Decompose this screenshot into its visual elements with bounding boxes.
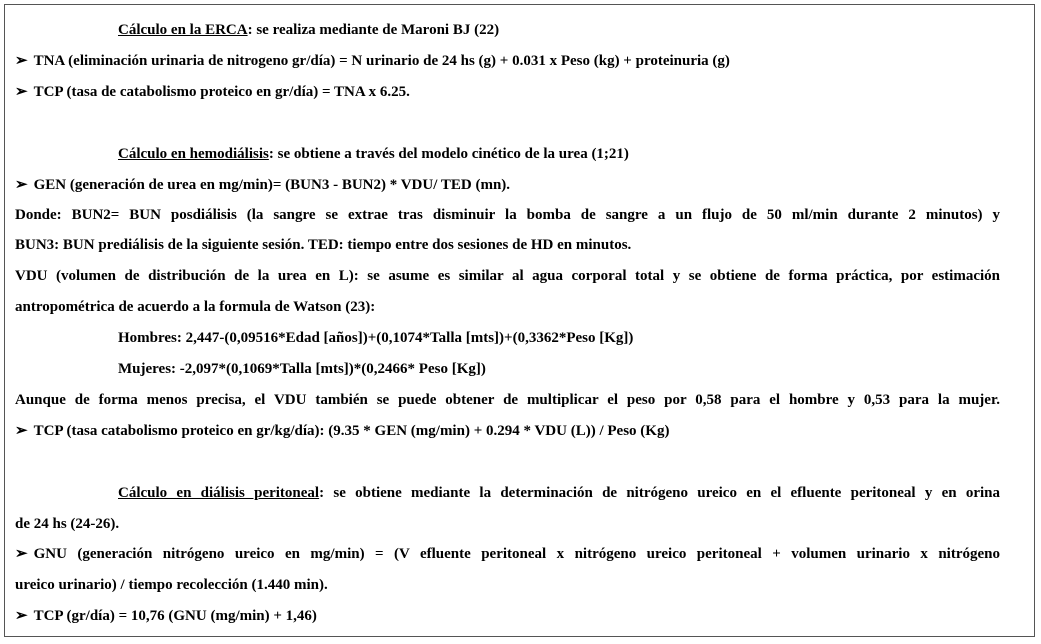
bullet-arrow-icon: ➢ (15, 177, 28, 193)
hd-vdu-line-1: VDU (volumen de distribución de la urea en L): se asume es similar al agua corporal total y se obtiene de forma práctica, por estimación (15, 268, 1000, 284)
erca-tna-item (15, 52, 730, 70)
hd-vdu-line-2: antropométrica de acuerdo a la formula de Watson (23): (15, 299, 376, 315)
hd-heading (118, 145, 629, 163)
hd-aunque-text: Aunque de forma menos precisa, el VDU también se puede obtener de multiplicar el peso por 0,58 para el hombre y 0,53 para la mujer. (15, 392, 1000, 408)
hd-tcp-text: TCP (tasa catabolismo proteico en gr/kg/día): (9.35 * GEN (mg/min) + 0.294 * VDU (L)) / Peso (Kg) (33, 423, 670, 439)
dp-gnu-item (15, 545, 1000, 563)
hd-heading-rest: : se obtiene a través del modelo cinético de la urea (1;21) (268, 146, 629, 162)
erca-tcp-item (15, 83, 410, 101)
dp-heading-rest: : se obtiene mediante la determinación de nitrógeno ureico en el efluente peritoneal y en orina (319, 485, 1001, 501)
dp-gnu-text-1: GNU (generación nitrógeno ureico en mg/min) = (V efluente peritoneal x nitrógeno ureico peritoneal + volumen urinario x nitrógeno (33, 546, 1000, 562)
erca-tcp-text: TCP (tasa de catabolismo proteico en gr/día) = TNA x 6.25. (33, 84, 410, 100)
dp-tcp-text: TCP (gr/día) = 10,76 (GNU (mg/min) + 1,46) (33, 608, 317, 624)
erca-heading (118, 21, 499, 39)
hd-gen-text: GEN (generación de urea en mg/min)= (BUN3 - BUN2) * VDU/ TED (mn). (33, 177, 511, 193)
dp-heading-title: Cálculo en diálisis peritoneal (118, 485, 320, 501)
erca-tna-text: TNA (eliminación urinaria de nitrogeno gr/día) = N urinario de 24 hs (g) + 0.031 x Peso (kg) + proteinuria (g) (33, 53, 730, 69)
hd-tcp-item (15, 422, 669, 440)
dp-heading-continuation: de 24 hs (24-26). (15, 516, 120, 532)
hd-donde-line-1: Donde: BUN2= BUN posdiálisis (la sangre se extrae tras disminuir la bomba de sangre a un flujo de 50 ml/min durante 2 minutos) y (15, 207, 1000, 223)
hd-donde-line-2: BUN3: BUN prediálisis de la siguiente sesión. TED: tiempo entre dos sesiones de HD en minutos. (15, 237, 632, 253)
hd-heading-title: Cálculo en hemodiálisis (118, 146, 269, 162)
bullet-arrow-icon: ➢ (15, 546, 28, 562)
hd-formula-hombres: Hombres: 2,447-(0,09516*Edad [años])+(0,1074*Talla [mts])+(0,3362*Peso [Kg]) (118, 330, 634, 346)
dp-tcp-item (15, 607, 317, 625)
erca-heading-title: Cálculo en la ERCA (118, 22, 248, 38)
bullet-arrow-icon: ➢ (15, 84, 28, 100)
bullet-arrow-icon: ➢ (15, 608, 28, 624)
hd-gen-item (15, 176, 510, 194)
dp-heading (118, 484, 1000, 502)
dp-gnu-text-2: ureico urinario) / tiempo recolección (1.440 min). (15, 577, 328, 593)
erca-heading-rest: : se realiza mediante de Maroni BJ (22) (247, 22, 500, 38)
bullet-arrow-icon: ➢ (15, 53, 28, 69)
bullet-arrow-icon: ➢ (15, 423, 28, 439)
hd-formula-mujeres: Mujeres: -2,097*(0,1069*Talla [mts])*(0,2466* Peso [Kg]) (118, 361, 486, 377)
